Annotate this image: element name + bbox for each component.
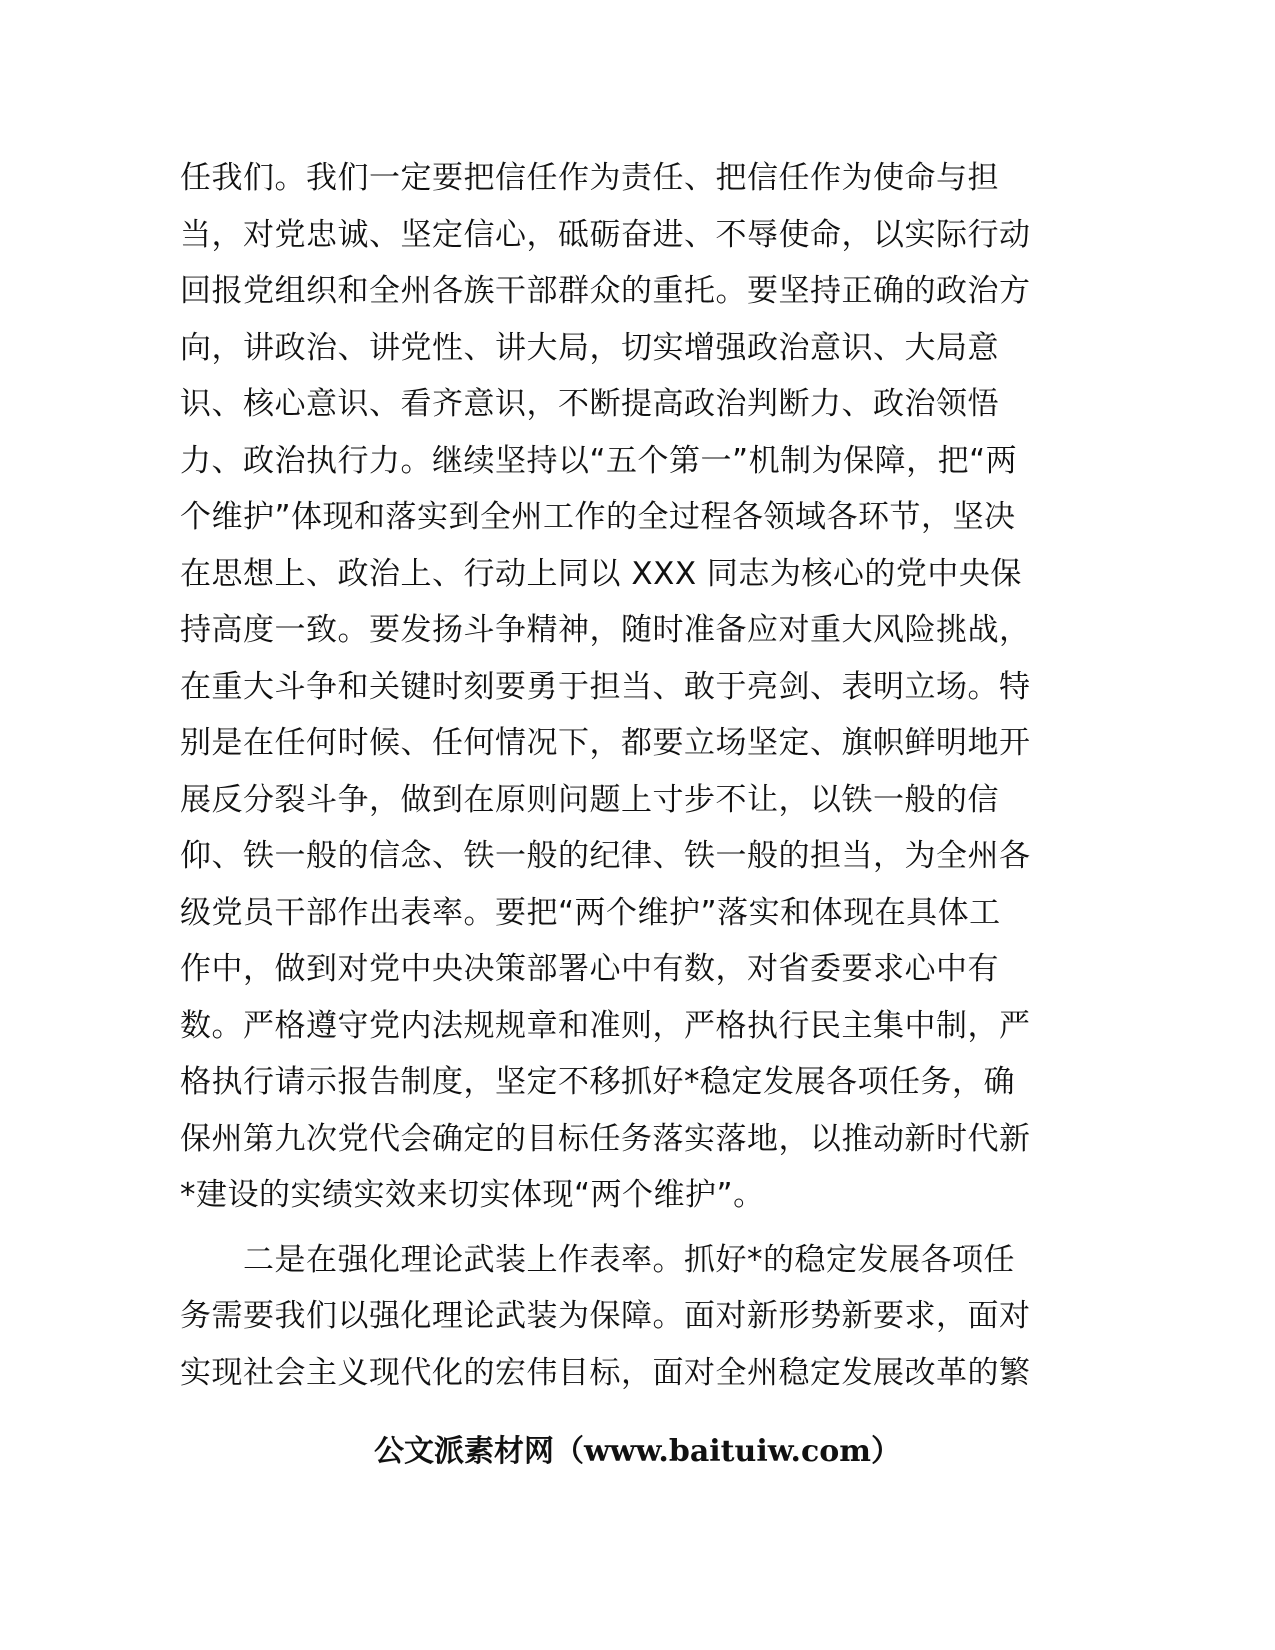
text-line: 仰、铁一般的信念、铁一般的纪律、铁一般的担当，为全州各 — [180, 838, 1031, 874]
text-line: 数。严格遵守党内法规规章和准则，严格执行民主集中制，严 — [180, 1007, 1031, 1044]
text-line: 实现社会主义现代化的宏伟目标，面对全州稳定发展改革的繁 — [180, 1354, 1031, 1391]
text-line: 格执行请示报告制度，坚定不移抓好*稳定发展各项任务，确 — [180, 1064, 1015, 1100]
text-line: 任我们。我们一定要把信任作为责任、把信任作为使命与担 — [180, 160, 999, 196]
text-line: 向，讲政治、讲党性、讲大局，切实增强政治意识、大局意 — [180, 329, 999, 366]
paragraph-2 — [180, 1232, 1040, 1402]
text-line: 别是在任何时候、任何情况下，都要立场坚定、旗帜鲜明地开 — [180, 725, 1031, 761]
text-line: 在重大斗争和关键时刻要勇于担当、敢于亮剑、表明立场。特 — [180, 668, 1031, 705]
text-line: 个维护”体现和落实到全州工作的全过程各领域各环节，坚决 — [180, 499, 1016, 535]
text-line: 保州第九次党代会确定的目标任务落实落地，以推动新时代新 — [180, 1120, 1031, 1157]
text-line: 在思想上、政治上、行动上同以 XXX 同志为核心的党中央保 — [180, 555, 1022, 592]
paragraph-gap — [180, 1224, 1040, 1232]
text-line: 级党员干部作出表率。要把“两个维护”落实和体现在具体工 — [180, 894, 1001, 931]
text-line: 识、核心意识、看齐意识，不断提高政治判断力、政治领悟 — [180, 386, 999, 422]
text-line: 持高度一致。要发扬斗争精神，随时准备应对重大风险挑战， — [180, 612, 1031, 648]
text-line: 力、政治执行力。继续坚持以“五个第一”机制为保障，把“两 — [180, 442, 1018, 479]
document-body — [180, 150, 1040, 1401]
text-line: *建设的实绩实效来切实体现“两个维护”。 — [180, 1177, 765, 1213]
paragraph-1 — [180, 150, 1040, 1224]
text-line: 展反分裂斗争，做到在原则问题上寸步不让，以铁一般的信 — [180, 781, 999, 818]
text-line: 作中，做到对党中央决策部署心中有数，对省委要求心中有 — [180, 951, 999, 987]
page-footer: 公文派素材网（www.baituiw.com） — [373, 1434, 902, 1469]
text-line: 当，对党忠诚、坚定信心，砥砺奋进、不辱使命，以实际行动 — [180, 216, 1031, 253]
text-line: 回报党组织和全州各族干部群众的重托。要坚持正确的政治方 — [180, 273, 1031, 309]
text-line: 务需要我们以强化理论武装为保障。面对新形势新要求，面对 — [180, 1298, 1031, 1334]
text-line: 二是在强化理论武装上作表率。抓好*的稳定发展各项任 — [180, 1241, 1015, 1278]
